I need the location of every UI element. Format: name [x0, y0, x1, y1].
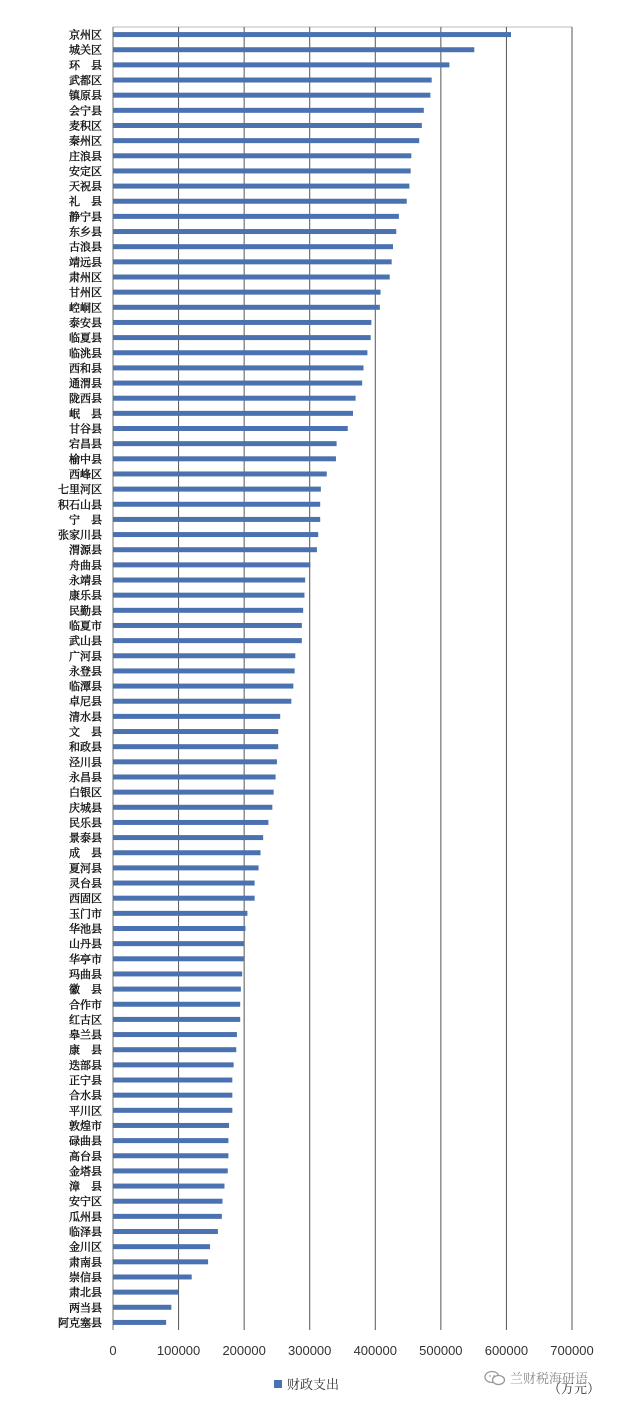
bar — [113, 471, 327, 476]
bar — [113, 532, 318, 537]
bar — [113, 426, 348, 431]
bar — [113, 668, 295, 673]
category-label: 平川区 — [69, 1104, 102, 1118]
category-label: 古浪县 — [69, 240, 102, 254]
bar — [113, 335, 371, 340]
bar — [113, 1138, 228, 1143]
category-label: 红古区 — [69, 1013, 102, 1027]
category-label: 漳 县 — [69, 1180, 102, 1194]
category-label: 东乡县 — [69, 225, 102, 239]
category-label: 西峰区 — [69, 467, 102, 481]
bar — [113, 1168, 228, 1173]
category-label: 成 县 — [69, 846, 102, 860]
category-label: 肃北县 — [69, 1286, 102, 1300]
bar — [113, 320, 371, 325]
category-label: 甘州区 — [69, 286, 102, 300]
bar — [113, 987, 241, 992]
category-label: 礼 县 — [69, 195, 102, 209]
legend-swatch — [274, 1380, 282, 1388]
category-label: 灵台县 — [69, 877, 102, 891]
category-label: 环 县 — [69, 58, 102, 72]
bar — [113, 138, 419, 143]
category-label: 临泽县 — [69, 1225, 102, 1239]
bar — [113, 956, 244, 961]
bar — [113, 123, 422, 128]
category-label: 会宁县 — [69, 104, 102, 118]
bar — [113, 168, 411, 173]
bar — [113, 1214, 222, 1219]
bar — [113, 699, 291, 704]
category-label: 安定区 — [69, 164, 102, 178]
bar — [113, 805, 272, 810]
bar — [113, 638, 302, 643]
bar — [113, 78, 432, 83]
bar — [113, 1078, 232, 1083]
category-label: 甘谷县 — [69, 422, 102, 436]
bar — [113, 623, 302, 628]
category-label: 永昌县 — [69, 770, 102, 784]
wechat-icon — [484, 1370, 506, 1386]
bar — [113, 820, 268, 825]
category-label: 静宁县 — [69, 210, 102, 224]
category-label: 西固区 — [69, 892, 102, 906]
x-tick-label: 400000 — [353, 1343, 397, 1358]
bar — [113, 1244, 210, 1249]
category-label: 康 县 — [69, 1043, 102, 1057]
category-label: 瓜州县 — [69, 1210, 102, 1224]
x-tick-label: 0 — [109, 1343, 117, 1358]
bar — [113, 1274, 192, 1279]
bars — [113, 32, 511, 1325]
category-label: 两当县 — [69, 1301, 102, 1315]
category-label: 金川区 — [69, 1240, 102, 1254]
category-label: 舟曲县 — [69, 558, 102, 572]
x-axis-tick-labels — [109, 1343, 593, 1358]
category-label: 临夏市 — [69, 619, 102, 633]
category-label: 渭源县 — [69, 543, 102, 557]
category-label: 山丹县 — [69, 937, 102, 951]
bar — [113, 365, 363, 370]
category-label: 皋兰县 — [69, 1028, 102, 1042]
bar — [113, 153, 411, 158]
bar — [113, 835, 263, 840]
category-label: 泰安县 — [69, 316, 102, 330]
x-tick-label: 700000 — [550, 1343, 594, 1358]
bar — [113, 714, 280, 719]
bar — [113, 593, 304, 598]
bar — [113, 1305, 171, 1310]
bar — [113, 653, 295, 658]
bar — [113, 305, 380, 310]
bar — [113, 1017, 240, 1022]
bar — [113, 411, 353, 416]
bar — [113, 487, 321, 492]
category-label: 华亭市 — [69, 952, 102, 966]
bar — [113, 108, 424, 113]
bar — [113, 850, 261, 855]
bar — [113, 562, 310, 567]
category-label: 宁 县 — [69, 513, 102, 527]
category-label: 肃州区 — [69, 270, 102, 284]
bar — [113, 729, 278, 734]
category-label: 临潭县 — [69, 680, 102, 694]
category-label: 康乐县 — [69, 589, 102, 603]
bar — [113, 62, 449, 67]
category-label: 通渭县 — [69, 377, 102, 391]
category-label: 民勤县 — [69, 604, 102, 618]
bar — [113, 578, 305, 583]
bar — [113, 1062, 234, 1067]
category-label: 广河县 — [69, 649, 102, 663]
category-label: 陇西县 — [69, 392, 102, 406]
category-label: 永靖县 — [69, 574, 102, 588]
bar — [113, 274, 390, 279]
category-label: 和政县 — [69, 740, 102, 754]
bar — [113, 759, 277, 764]
bar — [113, 547, 317, 552]
bar — [113, 199, 407, 204]
bar — [113, 896, 255, 901]
legend — [274, 1374, 339, 1393]
category-label: 徽 县 — [69, 983, 102, 997]
x-tick-label: 100000 — [156, 1343, 201, 1358]
category-label: 西和县 — [69, 361, 102, 375]
bar — [113, 1123, 229, 1128]
category-label: 阿克塞县 — [58, 1316, 102, 1330]
unit-label: （万元） — [548, 1382, 601, 1397]
category-label: 夏河县 — [69, 861, 102, 875]
bar — [113, 259, 392, 264]
category-label: 镇原县 — [69, 89, 102, 103]
bar — [113, 926, 245, 931]
bar — [113, 881, 255, 886]
bar — [113, 229, 396, 234]
bar — [113, 865, 259, 870]
bar — [113, 350, 367, 355]
category-label: 城关区 — [69, 43, 102, 57]
category-label: 武都区 — [69, 74, 102, 88]
bar — [113, 517, 320, 522]
bar — [113, 941, 244, 946]
bar — [113, 1229, 218, 1234]
category-label: 庄浪县 — [69, 149, 102, 163]
category-label: 卓尼县 — [69, 695, 102, 709]
bar — [113, 381, 362, 386]
bar — [113, 774, 276, 779]
category-label: 清水县 — [69, 710, 102, 724]
bar — [113, 1199, 223, 1204]
bar — [113, 1290, 179, 1295]
bar — [113, 214, 399, 219]
category-label: 文 县 — [69, 725, 102, 739]
bar — [113, 971, 242, 976]
category-label: 崆峒区 — [69, 301, 102, 315]
bar — [113, 1259, 208, 1264]
bar — [113, 502, 320, 507]
category-label: 积石山县 — [58, 498, 102, 512]
bar — [113, 1184, 224, 1189]
category-label: 泾川县 — [69, 755, 102, 769]
category-labels — [58, 28, 102, 1330]
bar — [113, 744, 278, 749]
category-label: 榆中县 — [69, 452, 102, 466]
category-label: 秦州区 — [69, 134, 102, 148]
category-label: 迭部县 — [69, 1058, 102, 1072]
bar — [113, 911, 247, 916]
bar — [113, 396, 356, 401]
bar — [113, 1108, 232, 1113]
category-label: 白银区 — [69, 786, 102, 800]
x-tick-label: 200000 — [222, 1343, 266, 1358]
bar — [113, 47, 474, 52]
category-label: 临洮县 — [69, 346, 102, 360]
bar — [113, 32, 511, 37]
category-label: 金塔县 — [69, 1164, 102, 1178]
category-label: 民乐县 — [69, 816, 102, 830]
category-label: 正宁县 — [69, 1074, 102, 1088]
category-label: 岷 县 — [69, 407, 102, 421]
x-tick-label: 600000 — [484, 1343, 529, 1358]
category-label: 安宁区 — [69, 1195, 102, 1209]
gridlines — [113, 27, 572, 1330]
category-label: 张家川县 — [58, 528, 102, 542]
category-label: 天祝县 — [69, 180, 102, 194]
category-label: 玛曲县 — [69, 967, 102, 981]
bar — [113, 1002, 240, 1007]
bar — [113, 1093, 232, 1098]
bar — [113, 1320, 166, 1325]
category-label: 景泰县 — [69, 831, 102, 845]
category-label: 庆城县 — [69, 801, 102, 815]
category-label: 崇信县 — [69, 1270, 102, 1284]
category-label: 七里河区 — [58, 483, 102, 497]
x-tick-label: 500000 — [419, 1343, 463, 1358]
category-label: 宕昌县 — [69, 437, 102, 451]
bar — [113, 1032, 237, 1037]
category-label: 武山县 — [69, 634, 102, 648]
bar — [113, 684, 293, 689]
bar — [113, 290, 381, 295]
watermark-text: 兰财税海研语 — [510, 1372, 589, 1387]
category-label: 京州区 — [69, 28, 102, 42]
bar — [113, 1047, 236, 1052]
bar — [113, 93, 430, 98]
category-label: 麦积区 — [69, 119, 102, 133]
bar — [113, 1153, 228, 1158]
bar — [113, 456, 336, 461]
category-label: 永登县 — [69, 664, 102, 678]
category-label: 碌曲县 — [69, 1134, 102, 1148]
category-label: 临夏县 — [69, 331, 102, 345]
category-label: 敦煌市 — [69, 1119, 102, 1133]
category-label: 高台县 — [69, 1149, 102, 1163]
category-label: 肃南县 — [69, 1255, 102, 1269]
bar — [113, 790, 274, 795]
bar — [113, 441, 337, 446]
category-label: 合作市 — [69, 998, 102, 1012]
legend-label: 财政支出 — [287, 1378, 340, 1393]
category-label: 靖远县 — [69, 255, 102, 269]
category-label: 玉门市 — [69, 907, 102, 921]
bar — [113, 608, 303, 613]
category-label: 华池县 — [69, 922, 102, 936]
bar — [113, 184, 409, 189]
category-label: 合水县 — [69, 1089, 102, 1103]
x-tick-label: 300000 — [288, 1343, 332, 1358]
bar — [113, 244, 393, 249]
